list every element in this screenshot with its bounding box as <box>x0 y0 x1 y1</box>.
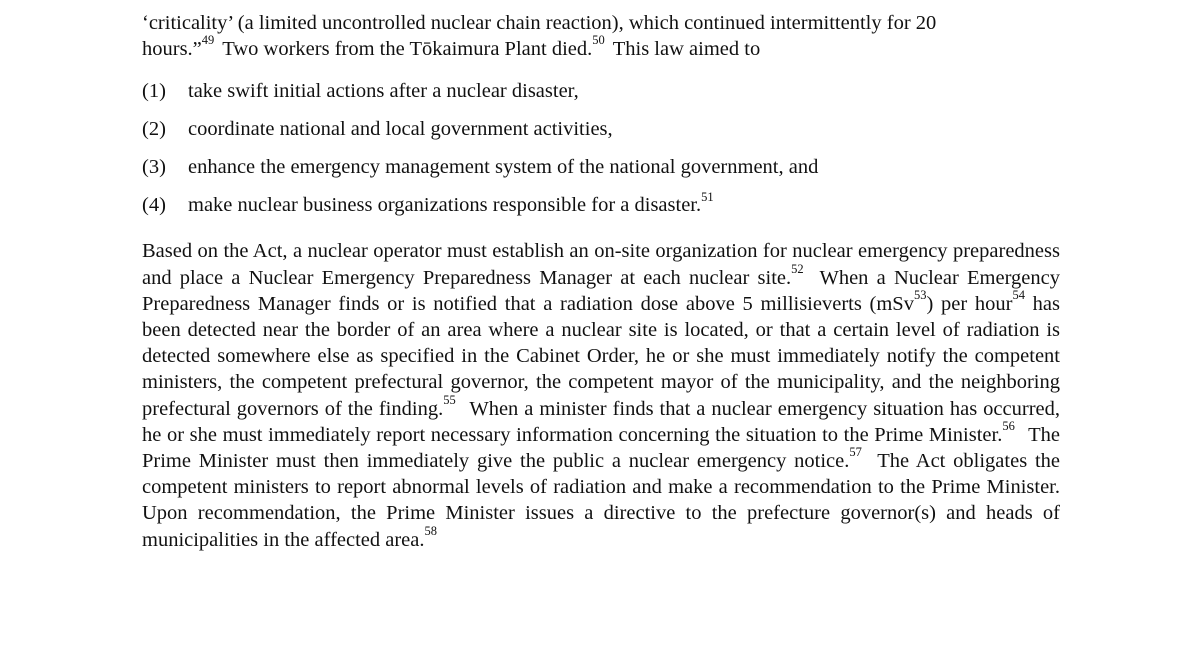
list-item-text-wrap <box>188 189 714 218</box>
footnote-49: 49 <box>201 33 215 48</box>
intro-line-2-middle: Two workers from the Tōkaimura Plant died. <box>222 38 593 61</box>
footnote-57: 57 <box>849 445 862 460</box>
list-item-text: coordinate national and local government activities, <box>188 118 613 141</box>
list-item <box>142 154 1060 180</box>
list-item-number: (2) <box>142 118 166 141</box>
list-item-number: (4) <box>142 194 166 217</box>
list-item <box>142 116 1060 142</box>
footnote-50: 50 <box>592 33 605 48</box>
footnote-58: 58 <box>424 523 438 538</box>
document-page <box>142 10 1060 553</box>
list-item <box>142 78 1060 104</box>
footnote-51: 51 <box>701 189 714 204</box>
list-item-number: (3) <box>142 156 166 179</box>
sentence-2-part-c: has been detected near the border of an area where a nuclear site is located, or that a certain level of radiation is detected somewhere else as specified in the Cabinet Order, he or she must immediately notify the competent ministers, the competent prefectural governor, the competent mayor of the municipality, and the neighboring prefectural governors of the finding. <box>142 292 1061 420</box>
list-item-number: (1) <box>142 80 166 103</box>
intro-paragraph <box>142 10 1060 62</box>
sentence-2-part-a: When a Nuclear Emergency Preparedness Manager finds or is notified that a radiation dose above 5 millisieverts (mSv <box>142 266 1061 315</box>
sentence-4: The Prime Minister must then immediately give the public a nuclear emergency notice. <box>142 423 1060 473</box>
intro-line-2-start: hours.” <box>142 38 202 61</box>
sentence-1: Based on the Act, a nuclear operator must establish an on-site organization for nuclear emergency preparedness and place a Nuclear Emergency Preparedness Manager at each nuclear site. <box>142 240 1060 289</box>
footnote-53: 53 <box>913 287 927 302</box>
body-paragraph <box>142 238 1060 552</box>
aims-list <box>142 78 1060 218</box>
list-item-text: enhance the emergency management system of the national government, and <box>188 156 819 179</box>
list-item-text: make nuclear business organizations responsible for a disaster. <box>188 194 702 217</box>
footnote-55: 55 <box>443 392 456 407</box>
intro-line-1: ‘criticality’ (a limited uncontrolled nuclear chain reaction), which continued intermittently for 20 <box>142 12 937 34</box>
footnote-56: 56 <box>1002 419 1015 433</box>
sentence-2-part-b: ) per hour <box>926 292 1013 315</box>
footnote-52: 52 <box>791 261 804 276</box>
intro-line-2-end: This law aimed to <box>612 38 761 61</box>
list-item <box>142 189 1060 218</box>
sentence-5: The Act obligates the competent ministers to report abnormal levels of radiation and make a recommendation to the Prime Minister. Upon recommendation, the Prime Minister issues a directive to the prefecture governor(s) and heads of municipalities in the affected area. <box>142 450 1060 551</box>
list-item-text: take swift initial actions after a nuclear disaster, <box>188 80 579 103</box>
footnote-54: 54 <box>1012 287 1025 302</box>
sentence-3: When a minister finds that a nuclear emergency situation has occurred, he or she must immediately report necessary information concerning the situation to the Prime Minister. <box>142 397 1060 446</box>
